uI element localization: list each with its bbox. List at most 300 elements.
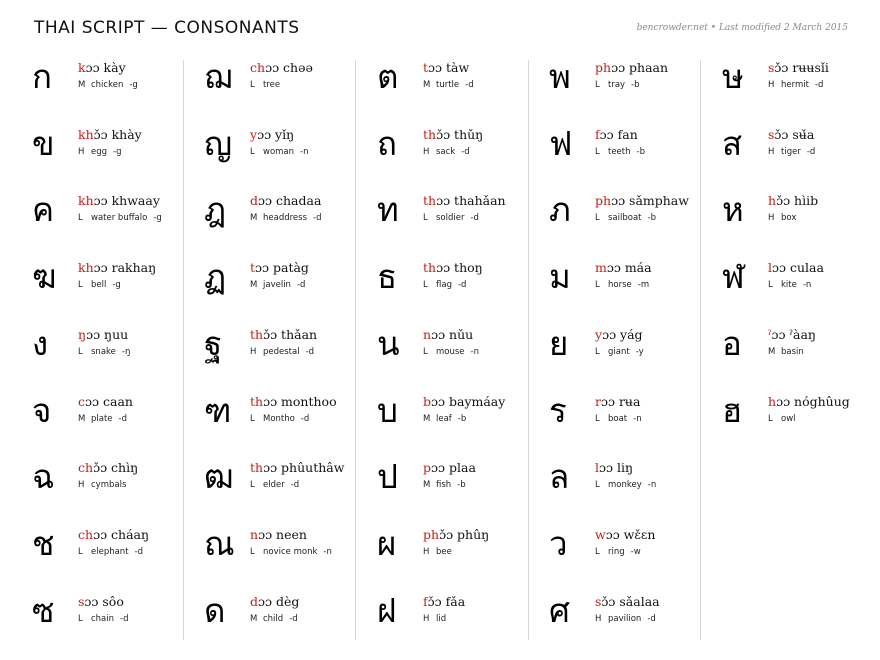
consonant-meaning: headdress [263, 213, 308, 223]
name-rest: ɔɔ kày [85, 60, 126, 75]
consonant-meaning: kite [781, 280, 797, 290]
consonant-meaning: novice monk [263, 547, 318, 557]
final-sound: -d [647, 614, 656, 624]
final-sound: -d [465, 80, 474, 90]
thai-letter: ฮ [722, 391, 743, 430]
consonant-name [768, 193, 818, 209]
initial-sound: h [768, 394, 777, 409]
final-sound: -n [802, 280, 812, 290]
consonant-class: L [595, 414, 600, 424]
consonant-entry [547, 457, 705, 520]
consonant-class: M [78, 414, 86, 424]
consonant-class: M [250, 614, 258, 624]
consonant-class: H [768, 213, 775, 223]
consonant-entry [547, 524, 705, 587]
name-rest: ɔɔ tàw [428, 60, 470, 75]
thai-letter: ฏ [204, 257, 227, 296]
name-rest: ɔɔ liŋ [599, 460, 634, 475]
final-sound: -d [806, 147, 816, 157]
consonant-name [78, 127, 142, 143]
consonant-meaning: flag [436, 280, 452, 290]
final-sound: -d [470, 213, 479, 223]
consonant-meaning: chicken [91, 80, 124, 90]
consonant-class: L [78, 213, 83, 223]
consonant-detail [423, 212, 479, 224]
final-sound: -b [631, 80, 640, 90]
consonant-class: L [78, 347, 83, 357]
name-rest: ɔɔ nǔu [431, 327, 474, 342]
consonant-detail [423, 146, 470, 158]
consonant-name [250, 394, 337, 410]
consonant-name [78, 527, 149, 543]
consonant-detail [595, 279, 649, 291]
thai-letter: บ [377, 391, 398, 430]
consonant-meaning: elder [263, 480, 285, 490]
consonant-name [768, 127, 814, 143]
consonant-meaning: sack [436, 147, 456, 157]
consonant-class: L [423, 280, 428, 290]
thai-letter: ว [549, 524, 568, 563]
thai-letter: ภ [549, 190, 571, 229]
consonant-meaning: woman [263, 147, 295, 157]
consonant-detail [250, 613, 298, 625]
consonant-entry [375, 457, 533, 520]
consonant-entry [30, 57, 188, 120]
consonant-detail [78, 613, 129, 625]
initial-sound: h [768, 193, 777, 208]
name-rest: ɔɔ culaa [772, 260, 824, 275]
consonant-name [250, 527, 307, 543]
consonant-entry [30, 190, 188, 253]
final-sound: -g [153, 213, 162, 223]
thai-letter: ซ [32, 591, 55, 630]
consonant-meaning: basin [781, 347, 804, 357]
consonant-meaning: giant [608, 347, 630, 357]
initial-sound: t [250, 260, 256, 275]
consonant-meaning: pedestal [263, 347, 300, 357]
final-sound: -n [647, 480, 657, 490]
consonant-meaning: box [781, 213, 797, 223]
initial-sound: l [595, 460, 599, 475]
consonant-detail [78, 479, 132, 491]
initial-sound: kh [78, 260, 94, 275]
consonant-meaning: pavilion [608, 614, 642, 624]
consonant-name [595, 193, 689, 209]
consonant-entry [30, 591, 188, 654]
consonant-entry [202, 524, 360, 587]
consonant-class: L [595, 280, 600, 290]
consonant-detail [78, 212, 162, 224]
initial-sound: d [250, 594, 259, 609]
final-sound: -n [300, 147, 309, 157]
consonant-entry [547, 190, 705, 253]
consonant-name [595, 127, 638, 143]
thai-letter: ฑ [204, 391, 232, 430]
initial-sound: t [423, 60, 429, 75]
thai-letter: ถ [377, 124, 397, 163]
thai-letter: ผ [377, 524, 397, 563]
consonant-detail [78, 546, 143, 558]
consonant-detail [423, 479, 466, 491]
name-rest: ɔɔ yǐŋ [257, 127, 295, 142]
consonant-grid [30, 52, 870, 642]
thai-letter: ฬ [722, 257, 745, 296]
thai-letter: ง [32, 324, 49, 363]
thai-letter: ณ [204, 524, 235, 563]
final-sound: -d [457, 280, 467, 290]
consonant-column [375, 57, 535, 650]
consonant-detail [250, 79, 286, 91]
initial-sound: ph [423, 527, 440, 542]
consonant-meaning: leaf [436, 414, 452, 424]
consonant-detail [768, 212, 802, 224]
consonant-column [30, 57, 190, 650]
initial-sound: f [595, 127, 600, 142]
consonant-entry [547, 391, 705, 454]
consonant-class: L [250, 147, 255, 157]
consonant-meaning: sailboat [608, 213, 642, 223]
thai-letter: ญ [204, 124, 233, 163]
consonant-name [78, 260, 156, 276]
consonant-class: M [423, 414, 431, 424]
name-rest: ɔ̌ɔ sǎalaa [601, 594, 660, 609]
consonant-class: L [595, 213, 600, 223]
name-rest: ɔɔ rakhaŋ [93, 260, 157, 275]
consonant-entry [375, 190, 533, 253]
consonant-detail [78, 79, 138, 91]
final-sound: -b [457, 480, 466, 490]
initial-sound: b [423, 394, 432, 409]
thai-letter: ย [549, 324, 569, 363]
consonant-detail [250, 146, 309, 158]
consonant-detail [595, 546, 641, 558]
consonant-meaning: boat [608, 414, 628, 424]
consonant-name [595, 594, 660, 610]
initial-sound: s [78, 594, 85, 609]
consonant-name [595, 327, 643, 343]
consonant-entry [375, 391, 533, 454]
name-rest: ɔɔ khwaay [93, 193, 160, 208]
consonant-entry [202, 57, 360, 120]
consonant-class: L [595, 80, 600, 90]
consonant-class: H [423, 614, 430, 624]
consonant-entry [720, 124, 878, 187]
consonant-detail [250, 279, 305, 291]
thai-letter: ส [722, 124, 743, 163]
consonant-meaning: bell [91, 280, 107, 290]
consonant-detail [595, 346, 644, 358]
name-rest: ɔ̌ɔ thǔŋ [436, 127, 484, 142]
final-sound: -g [129, 80, 138, 90]
consonant-entry [720, 391, 878, 454]
final-sound: -d [289, 614, 298, 624]
consonant-column [547, 57, 707, 650]
initial-sound: r [595, 394, 601, 409]
consonant-entry [30, 457, 188, 520]
initial-sound: ch [78, 527, 94, 542]
consonant-class: L [423, 213, 428, 223]
initial-sound: th [250, 327, 264, 342]
initial-sound: n [250, 527, 259, 542]
initial-sound: s [595, 594, 602, 609]
consonant-detail [423, 613, 452, 625]
consonant-class: L [423, 347, 428, 357]
consonant-meaning: ring [608, 547, 625, 557]
final-sound: -d [134, 547, 144, 557]
initial-sound: y [595, 327, 603, 342]
initial-sound: w [595, 527, 606, 542]
thai-letter: ฟ [549, 124, 573, 163]
consonant-meaning: mouse [436, 347, 465, 357]
consonant-name [423, 127, 483, 143]
consonant-meaning: cymbals [91, 480, 127, 490]
consonant-meaning: child [263, 614, 284, 624]
initial-sound: th [423, 127, 437, 142]
consonant-column [202, 57, 362, 650]
consonant-class: M [423, 80, 431, 90]
name-rest: ɔ̌ɔ rʉʉsǐi [774, 60, 829, 75]
final-sound: -g [113, 147, 122, 157]
name-rest: ɔ̌ɔ fǎa [427, 594, 466, 609]
consonant-class: L [78, 614, 83, 624]
consonant-class: M [78, 80, 86, 90]
initial-sound: k [78, 60, 86, 75]
initial-sound: s [768, 127, 775, 142]
consonant-name [250, 260, 309, 276]
consonant-class: L [595, 147, 600, 157]
name-rest: ɔɔ sǎmphaw [611, 193, 689, 208]
consonant-detail [595, 479, 656, 491]
consonant-name [595, 260, 652, 276]
consonant-meaning: tray [608, 80, 626, 90]
name-rest: ɔ̌ɔ chìŋ [93, 460, 139, 475]
consonant-name [78, 327, 128, 343]
consonant-name [768, 327, 816, 343]
consonant-detail [768, 79, 823, 91]
consonant-name [250, 193, 321, 209]
consonant-meaning: lid [436, 614, 447, 624]
thai-letter: ข [32, 124, 55, 163]
consonant-name [595, 60, 668, 76]
consonant-name [768, 394, 850, 410]
final-sound: -d [305, 347, 315, 357]
consonant-class: H [423, 147, 430, 157]
final-sound: -b [636, 147, 645, 157]
thai-letter: ฐ [204, 324, 223, 363]
consonant-detail [595, 613, 656, 625]
initial-sound: m [595, 260, 607, 275]
consonant-entry [202, 124, 360, 187]
name-rest: ɔɔ phûuthâw [263, 460, 345, 475]
final-sound: -b [647, 213, 656, 223]
final-sound: -n [470, 347, 479, 357]
consonant-detail [423, 279, 466, 291]
consonant-class: M [250, 213, 258, 223]
consonant-name [78, 594, 124, 610]
consonant-name [250, 327, 317, 343]
consonant-class: L [768, 280, 773, 290]
thai-letter: ฌ [204, 57, 233, 96]
consonant-class: L [250, 414, 255, 424]
consonant-name [595, 394, 640, 410]
thai-letter: ต [377, 57, 399, 96]
final-sound: -b [457, 414, 467, 424]
consonant-name [423, 327, 473, 343]
consonant-meaning: tree [263, 80, 281, 90]
page-header [34, 18, 848, 42]
consonant-meaning: bee [436, 547, 452, 557]
final-sound: -d [814, 80, 824, 90]
thai-letter: ฉ [32, 457, 55, 496]
page-title: THAI SCRIPT — CONSONANTS [34, 18, 300, 38]
consonant-class: L [768, 414, 773, 424]
consonant-meaning: teeth [608, 147, 631, 157]
thai-letter: ค [32, 190, 55, 229]
consonant-entry [720, 190, 878, 253]
consonant-name [768, 260, 824, 276]
consonant-class: L [595, 347, 600, 357]
consonant-class: H [768, 147, 775, 157]
consonant-name [250, 460, 344, 476]
consonant-name [250, 594, 299, 610]
final-sound: -w [630, 547, 641, 557]
name-rest: ɔɔ cháaŋ [93, 527, 150, 542]
initial-sound: ph [595, 60, 612, 75]
name-rest: ɔɔ yág [602, 327, 643, 342]
consonant-meaning: hermit [781, 80, 809, 90]
consonant-detail [768, 146, 815, 158]
name-rest: ɔɔ dèg [258, 594, 300, 609]
final-sound: -n [323, 547, 332, 557]
consonant-meaning: water buffalo [91, 213, 148, 223]
consonant-meaning: Montho [263, 414, 295, 424]
thai-letter: ษ [722, 57, 744, 96]
consonant-detail [250, 413, 309, 425]
thai-letter: ก [32, 57, 52, 96]
thai-letter: ธ [377, 257, 398, 296]
thai-letter: ฒ [204, 457, 234, 496]
consonant-meaning: horse [608, 280, 632, 290]
consonant-class: L [78, 547, 83, 557]
initial-sound: s [768, 60, 775, 75]
consonant-name [768, 60, 829, 76]
consonant-detail [768, 279, 811, 291]
consonant-class: H [78, 480, 85, 490]
consonant-entry [30, 391, 188, 454]
name-rest: ɔɔ phaan [611, 60, 669, 75]
initial-sound: f [423, 594, 428, 609]
page-meta: bencrowder.net • Last modified 2 March 2015 [636, 23, 848, 33]
consonant-class: L [595, 480, 600, 490]
thai-letter: จ [32, 391, 52, 430]
name-rest: ɔɔ ˀàaŋ [771, 327, 816, 342]
thai-letter: ม [549, 257, 571, 296]
consonant-entry [720, 257, 878, 320]
consonant-detail [78, 413, 127, 425]
consonant-detail [423, 546, 458, 558]
consonant-entry [375, 591, 533, 654]
consonant-class: M [768, 347, 776, 357]
initial-sound: ph [595, 193, 612, 208]
final-sound: -m [637, 280, 650, 290]
initial-sound: p [423, 460, 432, 475]
thai-letter: ป [377, 457, 398, 496]
consonant-entry [547, 591, 705, 654]
consonant-detail [250, 546, 332, 558]
consonant-class: H [423, 547, 430, 557]
consonant-meaning: javelin [263, 280, 291, 290]
name-rest: ɔɔ fan [599, 127, 638, 142]
initial-sound: y [250, 127, 258, 142]
initial-sound: d [250, 193, 259, 208]
thai-letter: ช [32, 524, 55, 563]
consonant-class: H [78, 147, 85, 157]
name-rest: ɔ̌ɔ khày [93, 127, 142, 142]
consonant-detail [423, 79, 474, 91]
consonant-class: M [250, 280, 258, 290]
name-rest: ɔɔ chəə [265, 60, 313, 75]
consonant-entry [720, 57, 878, 120]
final-sound: -y [635, 347, 644, 357]
consonant-entry [375, 324, 533, 387]
thai-letter: ฆ [32, 257, 57, 296]
consonant-entry [202, 457, 360, 520]
consonant-name [423, 460, 476, 476]
name-rest: ɔɔ máa [606, 260, 652, 275]
consonant-detail [423, 413, 466, 425]
consonant-name [423, 60, 469, 76]
consonant-name [595, 527, 655, 543]
consonant-name [250, 127, 294, 143]
consonant-detail [768, 413, 802, 425]
consonant-detail [595, 146, 645, 158]
consonant-class: L [250, 80, 255, 90]
consonant-detail [250, 479, 299, 491]
name-rest: ɔɔ nóghûug [776, 394, 850, 409]
consonant-detail [595, 79, 640, 91]
consonant-meaning: plate [91, 414, 113, 424]
consonant-meaning: owl [781, 414, 796, 424]
consonant-name [423, 260, 483, 276]
initial-sound: n [423, 327, 432, 342]
name-rest: ɔɔ rʉa [600, 394, 641, 409]
consonant-meaning: chain [91, 614, 115, 624]
thai-letter: ห [722, 190, 744, 229]
consonant-name [595, 460, 633, 476]
consonant-name [78, 60, 126, 76]
thai-letter: ท [377, 190, 399, 229]
initial-sound: l [768, 260, 772, 275]
consonant-name [78, 460, 138, 476]
consonant-detail [78, 346, 130, 358]
consonant-meaning: soldier [436, 213, 465, 223]
consonant-meaning: egg [91, 147, 108, 157]
thai-letter: ฝ [377, 591, 397, 630]
consonant-entry [202, 257, 360, 320]
consonant-class: M [423, 480, 431, 490]
consonant-name [423, 527, 489, 543]
consonant-column [720, 57, 880, 650]
consonant-entry [30, 257, 188, 320]
name-rest: ɔɔ patàg [255, 260, 309, 275]
consonant-detail [423, 346, 479, 358]
thai-letter: อ [722, 324, 742, 363]
name-rest: ɔɔ neen [258, 527, 307, 542]
consonant-detail [250, 346, 314, 358]
consonant-detail [78, 279, 121, 291]
consonant-entry [547, 124, 705, 187]
thai-letter: ด [204, 591, 226, 630]
